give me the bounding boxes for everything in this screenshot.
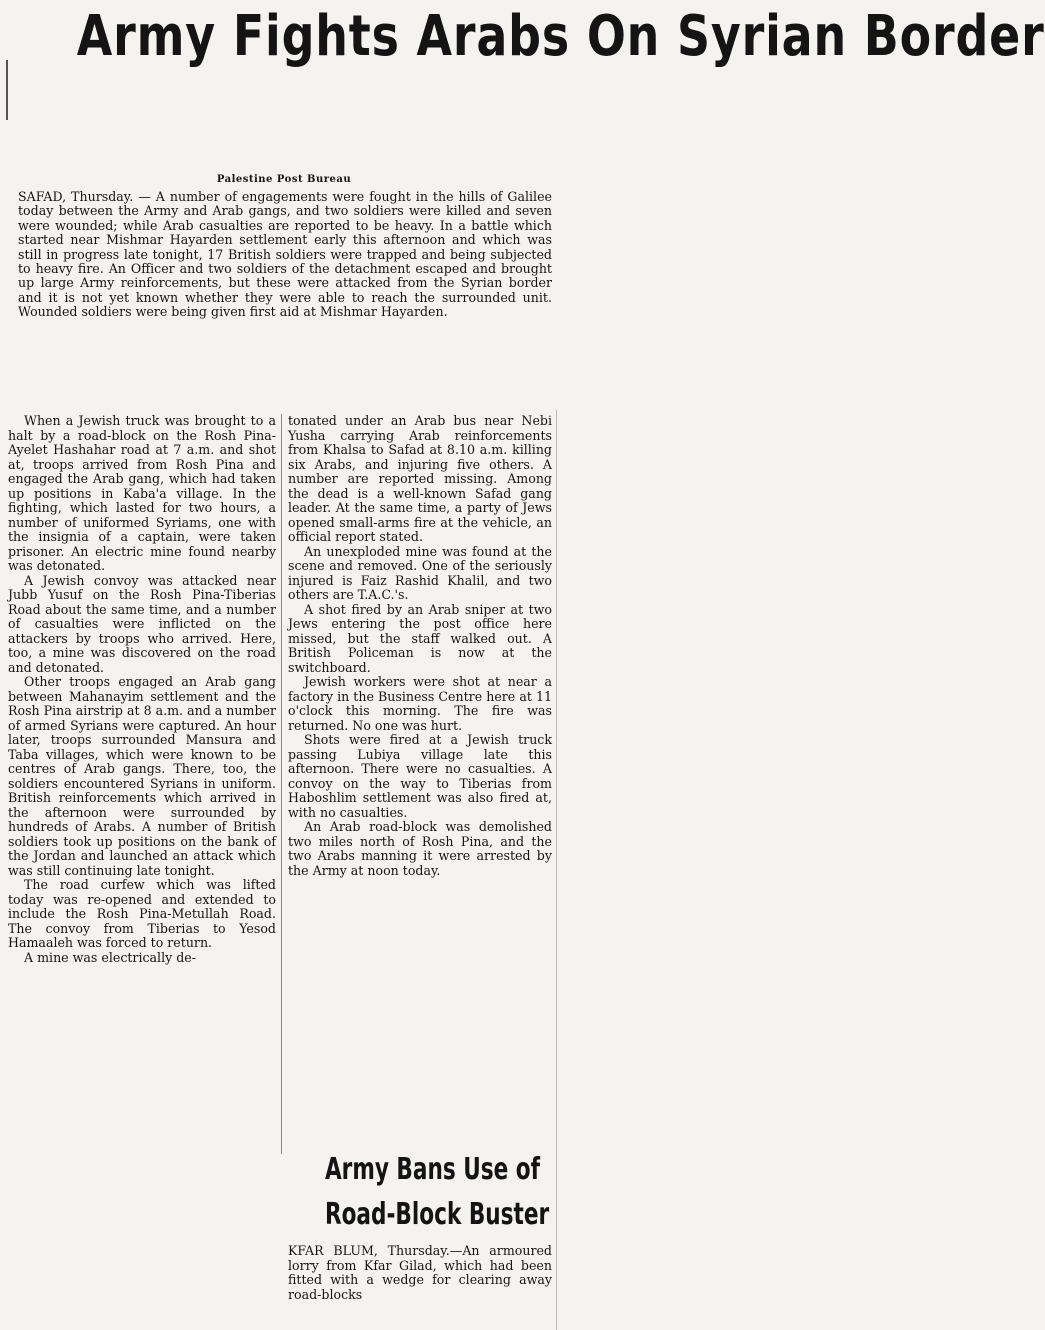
- paragraph: Other troops engaged an Arab gang between Mahanayim settlement and the Rosh Pina airstrip at 8 a.m. and a number of armed Syrians were captured. An hour later, troops surrounded Mansura and Taba villages, which were known to be centres of Arab gangs. There, too, the soldiers encountered Syrians in uniform. British reinforcements which arrived in the afternoon were surrounded by hundreds of Arabs. A number of British soldiers took up positions on the bank of the Jordan and launched an attack which was still continuing late tonight.: [8, 674, 276, 878]
- paragraph: A mine was electrically de-: [24, 949, 196, 965]
- paragraph: A Jewish convoy was attacked near Jubb Yusuf on the Rosh Pina-Tiberias Road about the same time, and a number of casualties were inflicted on the attackers by troops who arrived. Here, too, a mine was discovered on the road and detonated.: [8, 572, 276, 675]
- paragraph: An Arab road-block was demolished two miles north of Rosh Pina, and the two Arabs manning it were arrested by the Army at noon today.: [288, 819, 552, 878]
- paragraph: tonated under an Arab bus near Nebi Yusha carrying Arab reinforcements from Khalsa to Safad at 8.10 a.m. killing six Arabs, and injuring five others. A number are reported missing. Among the dead is a well-known Safad gang leader. At the same time, a party of Jews opened small-arms fire at the vehicle, an official report stated.: [288, 413, 552, 544]
- paragraph: KFAR BLUM, Thursday.—An armoured lorry from Kfar Gilad, which had been fitted with a wedge for clearing away road-blocks: [288, 1243, 552, 1302]
- byline: Palestine Post Bureau: [216, 174, 352, 185]
- paragraph: Jewish workers were shot at near a factory in the Business Centre here at 11 o'clock this morning. The fire was returned. No one was hurt.: [288, 674, 552, 733]
- sub-headline-line-2: Road-Block Buster: [324, 1197, 550, 1232]
- article-column-1: [8, 414, 276, 1330]
- headline: Army Fights Arabs On Syrian Border: [76, 4, 1045, 69]
- lead-paragraph: SAFAD, Thursday. — A number of engagements were fought in the hills of Galilee today between the Army and Arab gangs, and two soldiers were killed and seven were wounded; while Arab casualties are reported to be heavy. In a battle which started near Mishmar Hayarden settlement early this afternoon and which was still in progress late tonight, 17 British soldiers were trapped and being subjected to heavy fire. An Officer and two soldiers of the detachment escaped and brought up large Army reinforcements, but these were attacked from the Syrian border and it is not yet known whether they were able to reach the surrounded unit. Wounded soldiers were being given first aid at Mishmar Hayarden.: [18, 189, 552, 320]
- sub-headline-line-1: Army Bans Use of: [324, 1152, 541, 1187]
- paragraph: Shots were fired at a Jewish truck passing Lubiya village late this afternoon. There were no casualties. A convoy on the way to Tiberias from Haboshlim settlement was also fired at, with no casualties.: [288, 732, 552, 820]
- paragraph: A shot fired by an Arab sniper at two Jews entering the post office here missed, but the staff walked out. A British Policeman is now at the switchboard.: [288, 601, 552, 675]
- paragraph: When a Jewish truck was brought to a halt by a road-block on the Rosh Pina-Ayelet Hashahar road at 7 a.m. and shot at, troops arrived from Rosh Pina and engaged the Arab gang, which had taken up positions in Kaba'a village. In the fighting, which lasted for two hours, a number of uniformed Syriams, one with the insignia of a captain, were taken prisoner. An electric mine found nearby was detonated.: [8, 413, 276, 573]
- left-margin-rule: [6, 60, 8, 120]
- paragraph: An unexploded mine was found at the scene and removed. One of the seriously injured is Faiz Rashid Khalil, and two others are T.A.C.'s.: [288, 543, 552, 602]
- adjacent-column-edge: [556, 410, 569, 1330]
- column-divider: [281, 414, 282, 1154]
- article-column-2: [288, 414, 552, 878]
- article-column-3: [288, 1244, 552, 1330]
- paragraph: The road curfew which was lifted today was re-opened and extended to include the Rosh Pina-Metullah Road. The convoy from Tiberias to Yesod Hamaaleh was forced to return.: [8, 877, 276, 950]
